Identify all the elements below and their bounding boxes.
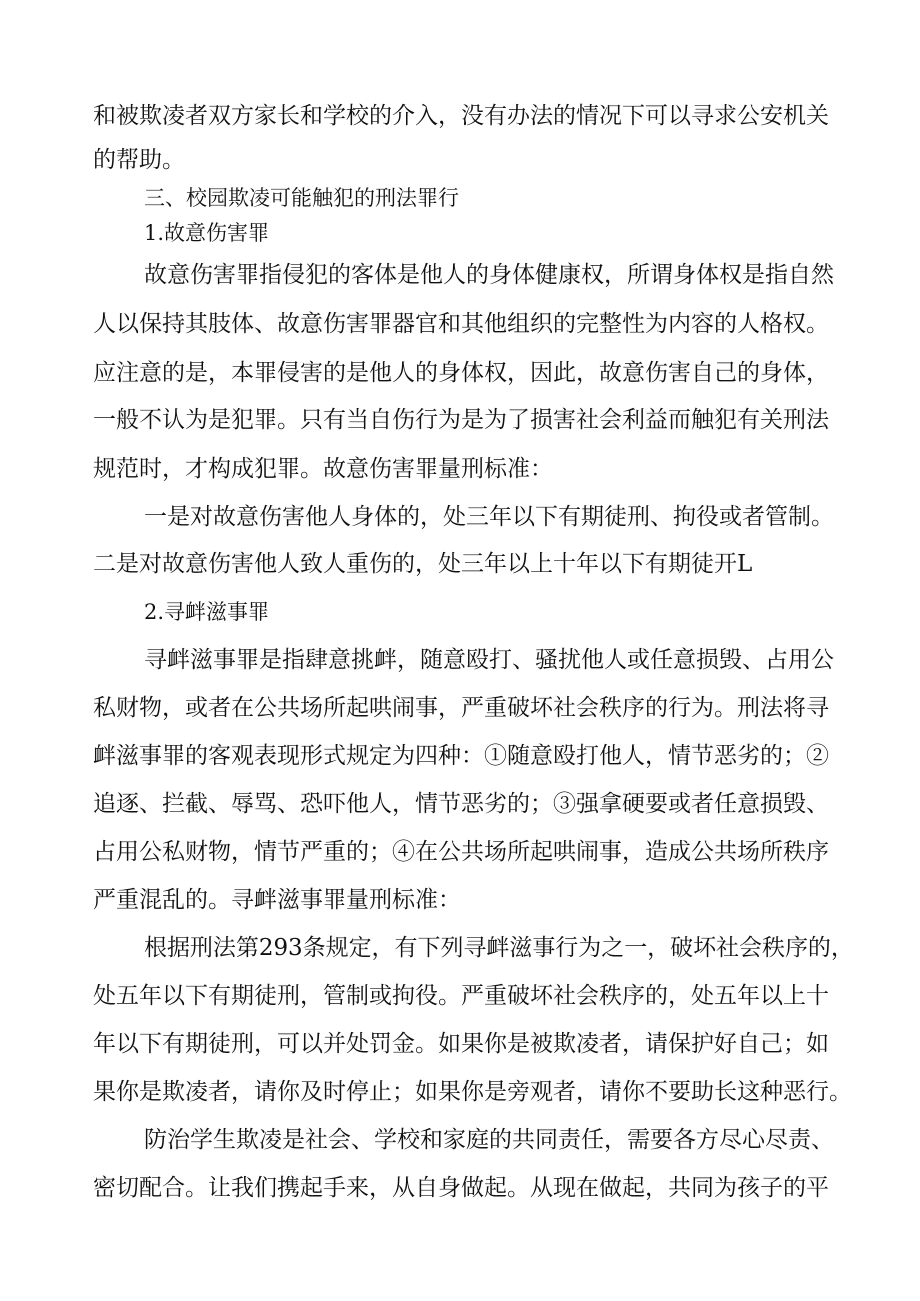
- text-line: 规范时，才构成犯罪。故意伤害罪量刑标准：: [93, 456, 553, 482]
- text-line: 年以下有期徒刑，可以并处罚金。如果你是被欺凌者，请保护好自己；如: [93, 1031, 829, 1057]
- subsection-heading: 1.故意伤害罪: [144, 221, 270, 245]
- text-line: 的帮助。: [93, 147, 185, 173]
- text-line: 衅滋事罪的客观表现形式规定为四种：①随意殴打他人，情节恶劣的；②: [93, 743, 829, 769]
- text-line: 二是对故意伤害他人致人重伤的，处三年以上十年以下有期徒开L: [93, 551, 753, 577]
- text-line: 故意伤害罪指侵犯的客体是他人的身体健康权，所谓身体权是指自然: [144, 262, 834, 288]
- text-line: 追逐、拦截、辱骂、恐吓他人，情节恶劣的；③强拿硬要或者任意损毁、: [93, 791, 829, 817]
- text-line: 一般不认为是犯罪。只有当自伤行为是为了损害社会利益而触犯有关刑法: [93, 407, 829, 433]
- subsection-heading: 2.寻衅滋事罪: [144, 600, 270, 624]
- text-line: 人以保持其肢体、故意伤害罪器官和其他组织的完整性为内容的人格权。: [93, 311, 829, 337]
- text-line: 根据刑法第293条规定，有下列寻衅滋事行为之一，破坏社会秩序的，: [144, 935, 854, 961]
- text-line: 一是对故意伤害他人身体的，处三年以下有期徒刑、拘役或者管制。: [144, 504, 834, 530]
- text-line: 果你是欺凌者，请你及时停止；如果你是旁观者，请你不要助长这种恶行。: [93, 1079, 852, 1105]
- text-line: 私财物，或者在公共场所起哄闹事，严重破坏社会秩序的行为。刑法将寻: [93, 695, 829, 721]
- text-line: 严重混乱的。寻衅滋事罪量刑标准：: [93, 887, 461, 913]
- text-line: 寻衅滋事罪是指肆意挑衅，随意殴打、骚扰他人或任意损毁、占用公: [144, 647, 834, 673]
- text-line: 占用公私财物，情节严重的；④在公共场所起哄闹事，造成公共场所秩序: [93, 839, 829, 865]
- text-line: 应注意的是，本罪侵害的是他人的身体权，因此，故意伤害自己的身体，: [93, 360, 829, 386]
- text-line: 密切配合。让我们携起手来，从自身做起。从现在做起，共同为孩子的平: [93, 1175, 829, 1201]
- text-line: 和被欺凌者双方家长和学校的介入，没有办法的情况下可以寻求公安机关: [93, 103, 829, 129]
- text-line: 处五年以下有期徒刑，管制或拘役。严重破坏社会秩序的，处五年以上十: [93, 983, 829, 1009]
- section-heading: 三、校园欺凌可能触犯的刑法罪行: [144, 186, 459, 210]
- text-line: 防治学生欺凌是社会、学校和家庭的共同责任，需要各方尽心尽责、: [144, 1127, 834, 1153]
